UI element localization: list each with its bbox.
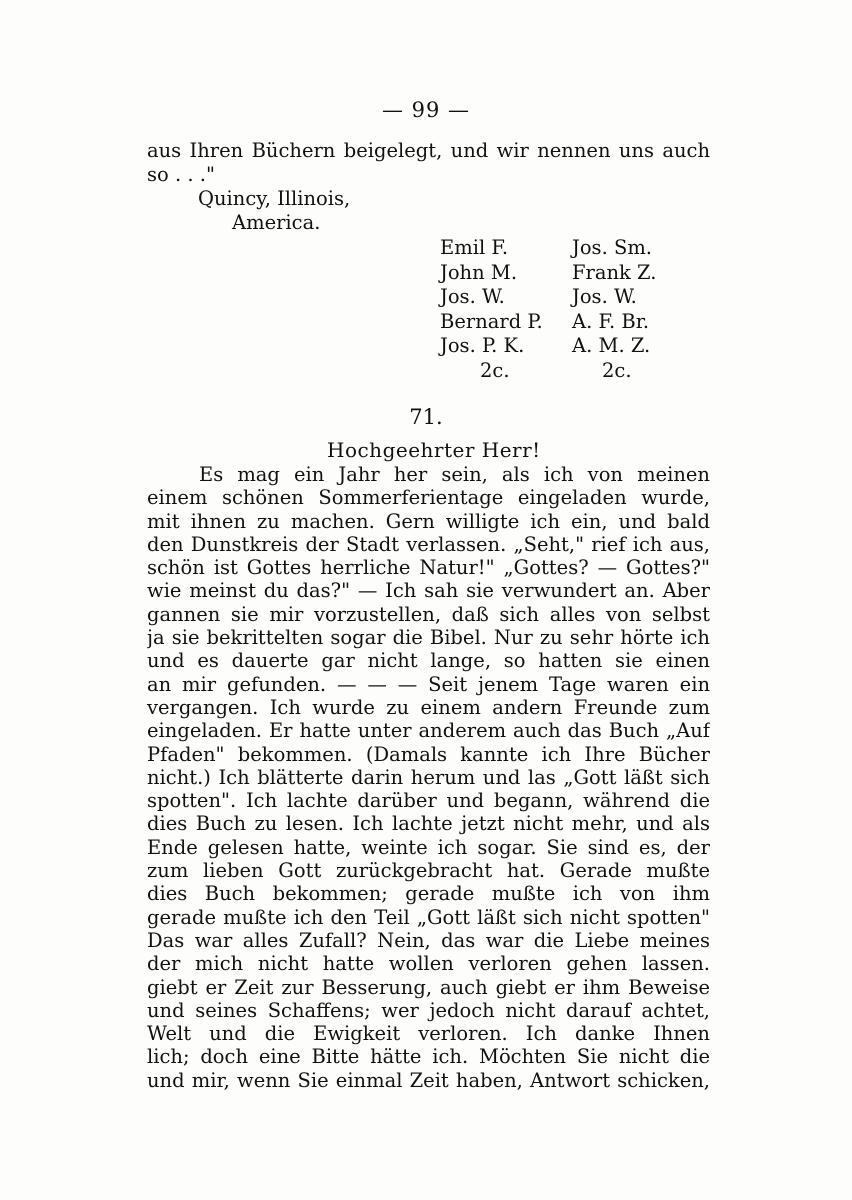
text-line: zum lieben Gott zurückgebracht hat. Gerade mußte	[147, 859, 710, 883]
text-line: Welt und die Ewigkeit verloren. Ich danke Ihnen	[147, 1022, 710, 1046]
text-line: und seines Schaffens; wer jedoch nicht darauf achtet,	[147, 998, 710, 1022]
text-line: an mir gefunden. — — — Seit jenem Tage waren ein	[147, 672, 710, 696]
text-line: aus Ihren Büchern beigelegt, und wir nennen uns auch	[147, 139, 710, 162]
etc-mark: 2c.	[602, 358, 632, 382]
text-line: Das war alles Zufall? Nein, das war die Liebe meines	[147, 928, 710, 952]
text-line: mit ihnen zu machen. Gern willigte ich ein, und bald	[147, 509, 710, 533]
letter-body	[147, 463, 710, 1092]
signature: A. M. Z.	[572, 334, 651, 357]
page-number: — 99 —	[381, 98, 471, 122]
signatures-right	[572, 236, 656, 383]
signatures-left	[440, 236, 543, 383]
text-line: Ende gelesen hatte, weinte ich sogar. Sie sind es, der	[147, 835, 710, 859]
signature: A. F. Br.	[572, 309, 650, 333]
text-line: Es mag ein Jahr her sein, als ich von meinen	[199, 463, 710, 486]
section-number: 71.	[409, 405, 443, 429]
text-line: und mir, wenn Sie einmal Zeit haben, Antwort schicken,	[147, 1068, 710, 1092]
text-line: schön ist Gottes herrliche Natur!" „Gottes? — Gottes?"	[147, 556, 710, 580]
salutation: Hochgeehrter Herr!	[327, 438, 541, 462]
text-line: Pfaden" bekommen. (Damals kannte ich Ihre Bücher	[147, 742, 710, 766]
signature: Frank Z.	[572, 260, 657, 284]
signature: Jos. W.	[440, 285, 505, 308]
text-line: vergangen. Ich wurde zu einem andern Freunde zum	[147, 695, 710, 719]
text-line: wie meinst du das?" — Ich sah sie verwundert an. Aber	[147, 579, 710, 603]
signature: Jos. P. K.	[440, 334, 525, 357]
address-city: Quincy, Illinois,	[198, 187, 351, 210]
address-country: America.	[232, 211, 321, 234]
text-line: so . . ."	[147, 163, 215, 186]
signature: Emil F.	[440, 236, 509, 259]
text-line: lich; doch eine Bitte hätte ich. Möchten Sie nicht die	[147, 1045, 710, 1069]
text-line: nicht.) Ich blätterte darin herum und las „Gott läßt sich	[147, 765, 710, 789]
text-line: dies Buch bekommen; gerade mußte ich von ihm	[147, 882, 710, 906]
text-line: ja sie bekrittelten sogar die Bibel. Nur zu sehr hörte ich	[147, 626, 710, 650]
text-line: gerade mußte ich den Teil „Gott läßt sich nicht spotten"	[147, 905, 710, 929]
text-line: den Dunstkreis der Stadt verlassen. „Seht," rief ich aus,	[147, 532, 710, 556]
text-line: gannen sie mir vorzustellen, daß sich alles von selbst	[147, 602, 710, 626]
etc-mark: 2c.	[480, 358, 510, 382]
signature: Bernard P.	[440, 309, 543, 333]
text-line: giebt er Zeit zur Besserung, auch giebt er ihm Beweise	[147, 975, 710, 999]
text-line: einem schönen Sommerferientage eingeladen wurde,	[147, 486, 710, 510]
text-line: der mich nicht hatte wollen verloren gehen lassen.	[147, 952, 710, 976]
text-line: dies Buch zu lesen. Ich lachte jetzt nicht mehr, und als	[147, 812, 710, 836]
text-line: und es dauerte gar nicht lange, so hatten sie einen	[147, 649, 710, 673]
text-line: eingeladen. Er hatte unter anderem auch das Buch „Auf	[147, 719, 710, 743]
signature: Jos. W.	[572, 285, 637, 308]
signature: Jos. Sm.	[572, 236, 653, 259]
text-line: spotten". Ich lachte darüber und begann, während die	[147, 789, 710, 813]
signature: John M.	[440, 260, 518, 284]
